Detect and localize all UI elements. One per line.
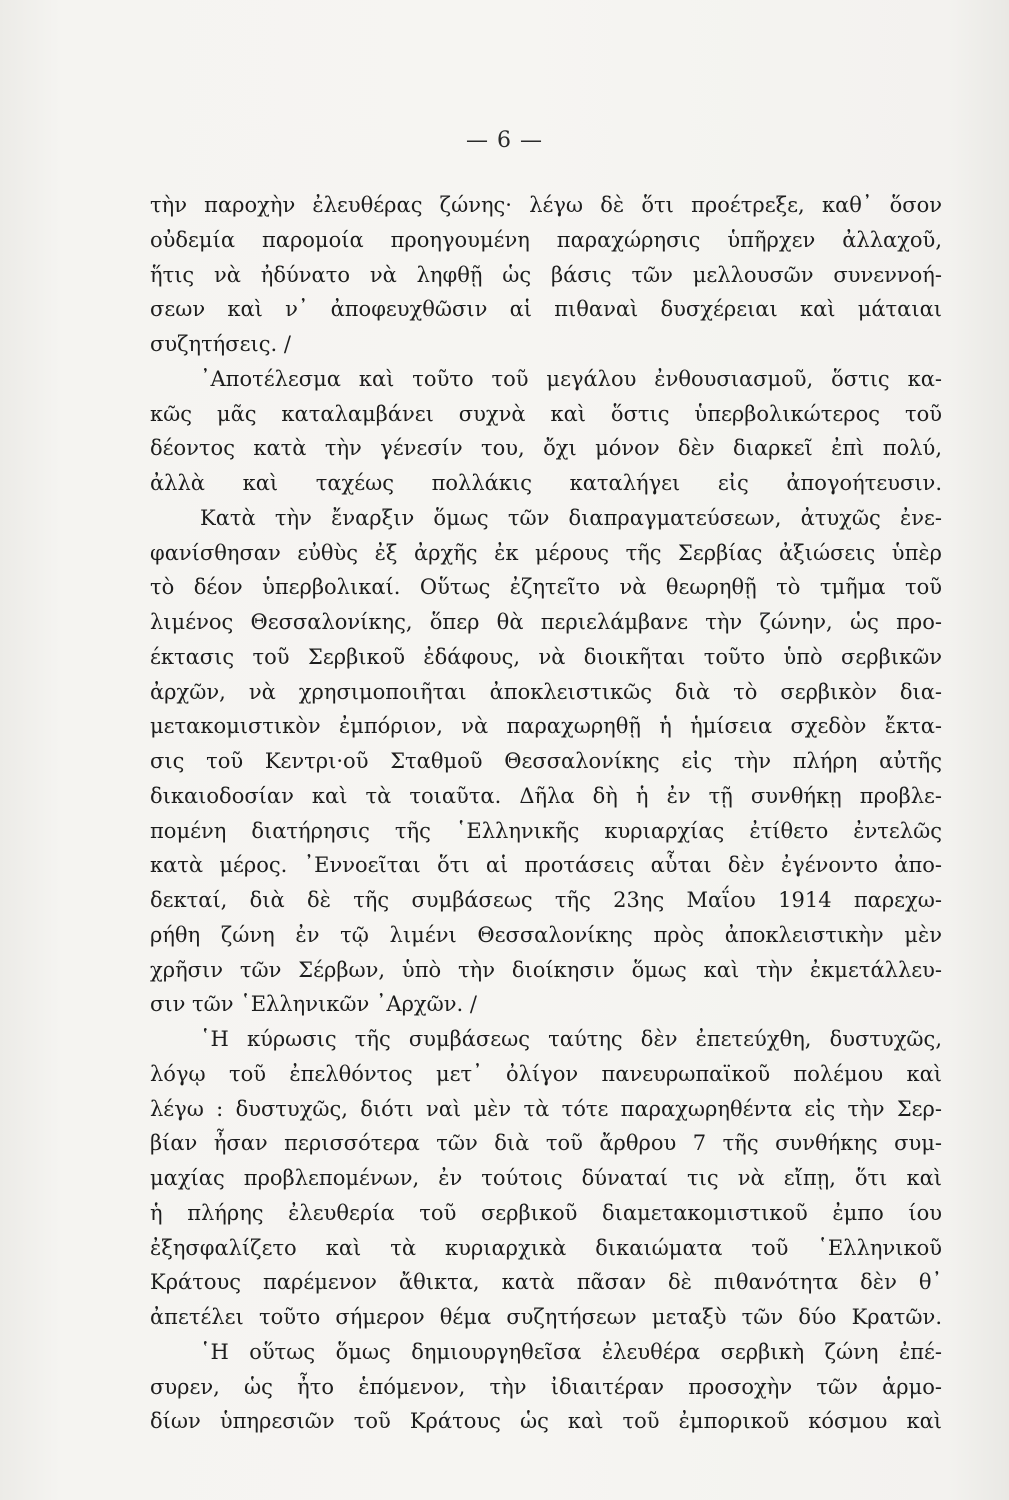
text-line: κῶς μᾶς καταλαμβάνει συχνὰ καὶ ὅστις ὑπερβολικώτερος τοῦ bbox=[150, 401, 942, 426]
text-line: σιν τῶν ῾Ελληνικῶν ᾿Αρχῶν. / bbox=[150, 992, 477, 1017]
text-line: λέγω : δυστυχῶς, διότι ναὶ μὲν τὰ τότε παραχωρηθέντα εἰς τὴν Σερ- bbox=[150, 1096, 942, 1121]
text-line: ἀλλὰ καὶ ταχέως πολλάκις καταλήγει εἰς ἀπογοήτευσιν. bbox=[150, 471, 942, 495]
text-line: κατὰ μέρος. ᾿Εννοεῖται ὅτι αἱ προτάσεις αὗται δὲν ἐγένοντο ἀπο- bbox=[150, 853, 942, 878]
text-line: λόγῳ τοῦ ἐπελθόντος μετ᾿ ὀλίγον πανευρωπαϊκοῦ πολέμου καὶ bbox=[150, 1061, 942, 1086]
text-line: ᾿Αποτέλεσμα καὶ τοῦτο τοῦ μεγάλου ἐνθουσιασμοῦ, ὅστις κα- bbox=[200, 366, 942, 391]
text-line: χρῆσιν τῶν Σέρβων, ὑπὸ τὴν διοίκησιν ὅμως καὶ τὴν ἐκμετάλλευ- bbox=[150, 957, 942, 982]
text-line: Κατὰ τὴν ἔναρξιν ὅμως τῶν διαπραγματεύσεων, ἀτυχῶς ἐνε- bbox=[200, 505, 942, 530]
text-line: ῾Η οὕτως ὅμως δημιουργηθεῖσα ἐλευθέρα σερβικὴ ζώνη ἐπέ- bbox=[200, 1339, 942, 1364]
text-line: συρεν, ὡς ἦτο ἑπόμενον, τὴν ἰδιαιτέραν προσοχὴν τῶν ἁρμο- bbox=[150, 1374, 942, 1399]
text-line: τὴν παροχὴν ἐλευθέρας ζώνης· λέγω δὲ ὅτι προέτρεξε, καθ᾿ ὅσον bbox=[150, 193, 942, 217]
text-line: βίαν ἦσαν περισσότερα τῶν διὰ τοῦ ἄρθρου 7 τῆς συνθήκης συμ- bbox=[150, 1131, 942, 1156]
text-line: οὐδεμία παρομοία προηγουμένη παραχώρησις ὑπῆρχεν ἀλλαχοῦ, bbox=[150, 227, 942, 252]
text-line: δεκταί, διὰ δὲ τῆς συμβάσεως τῆς 23ης Μαΐου 1914 παρεχω- bbox=[150, 888, 942, 912]
page-number: — 6 — bbox=[466, 128, 543, 153]
text-line: μαχίας προβλεπομένων, ἐν τούτοις δύναταί τις νὰ εἴπῃ, ὅτι καὶ bbox=[150, 1166, 942, 1190]
text-line: ἀρχῶν, νὰ χρησιμοποιῆται ἀποκλειστικῶς διὰ τὸ σερβικὸν δια- bbox=[150, 679, 942, 704]
text-line: πομένη διατήρησις τῆς ῾Ελληνικῆς κυριαρχίας ἐτίθετο ἐντελῶς bbox=[150, 818, 942, 843]
text-line: ρήθη ζώνη ἐν τῷ λιμένι Θεσσαλονίκης πρὸς ἀποκλειστικὴν μὲν bbox=[150, 922, 942, 947]
text-line: συζητήσεις. / bbox=[150, 332, 291, 356]
text-line: δικαιοδοσίαν καὶ τὰ τοιαῦτα. Δῆλα δὴ ἡ ἐν τῇ συνθήκῃ προβλε- bbox=[150, 783, 942, 808]
text-line: δίων ὑπηρεσιῶν τοῦ Κράτους ὡς καὶ τοῦ ἐμπορικοῦ κόσμου καὶ bbox=[150, 1409, 942, 1434]
text-line: σεων καὶ ν᾿ ἀποφευχθῶσιν αἱ πιθαναὶ δυσχέρειαι καὶ μάταιαι bbox=[150, 297, 942, 322]
text-line: φανίσθησαν εὐθὺς ἐξ ἀρχῆς ἐκ μέρους τῆς Σερβίας ἀξιώσεις ὑπὲρ bbox=[150, 540, 942, 565]
text-line: ἀπετέλει τοῦτο σήμερον θέμα συζητήσεων μεταξὺ τῶν δύο Κρατῶν. bbox=[150, 1305, 942, 1329]
text-line: λιμένος Θεσσαλονίκης, ὅπερ θὰ περιελάμβανε τὴν ζώνην, ὡς προ- bbox=[150, 610, 942, 634]
text-line: σις τοῦ Κεντρι·οῦ Σταθμοῦ Θεσσαλονίκης εἰς τὴν πλήρη αὐτῆς bbox=[150, 749, 942, 773]
text-line: έκτασις τοῦ Σερβικοῦ ἐδάφους, νὰ διοικῆται τοῦτο ὑπὸ σερβικῶν bbox=[150, 644, 942, 669]
text-line: ἐξησφαλίζετο καὶ τὰ κυριαρχικὰ δικαιώματα τοῦ ῾Ελληνικοῦ bbox=[150, 1235, 942, 1260]
text-line: ἥτις νὰ ἠδύνατο νὰ ληφθῇ ὡς βάσις τῶν μελλουσῶν συνεννοή- bbox=[150, 262, 942, 287]
body-text bbox=[150, 188, 942, 1439]
text-line: ἡ πλήρης ἐλευθερία τοῦ σερβικοῦ διαμετακομιστικοῦ ἐμπο ίου bbox=[150, 1200, 942, 1225]
text-line: τὸ δέον ὑπερβολικαί. Οὕτως ἐζητεῖτο νὰ θεωρηθῇ τὸ τμῆμα τοῦ bbox=[150, 575, 942, 600]
text-line: δέοντος κατὰ τὴν γένεσίν του, ὄχι μόνον δὲν διαρκεῖ ἐπὶ πολύ, bbox=[150, 436, 942, 461]
text-line: μετακομιστικὸν ἐμπόριον, νὰ παραχωρηθῇ ἡ ἡμίσεια σχεδὸν ἔκτα- bbox=[150, 714, 942, 739]
text-line: ῾Η κύρωσις τῆς συμβάσεως ταύτης δὲν ἐπετεύχθη, δυστυχῶς, bbox=[200, 1027, 942, 1051]
text-line: Κράτους παρέμενον ἄθικτα, κατὰ πᾶσαν δὲ πιθανότητα δὲν θ᾿ bbox=[150, 1270, 942, 1295]
